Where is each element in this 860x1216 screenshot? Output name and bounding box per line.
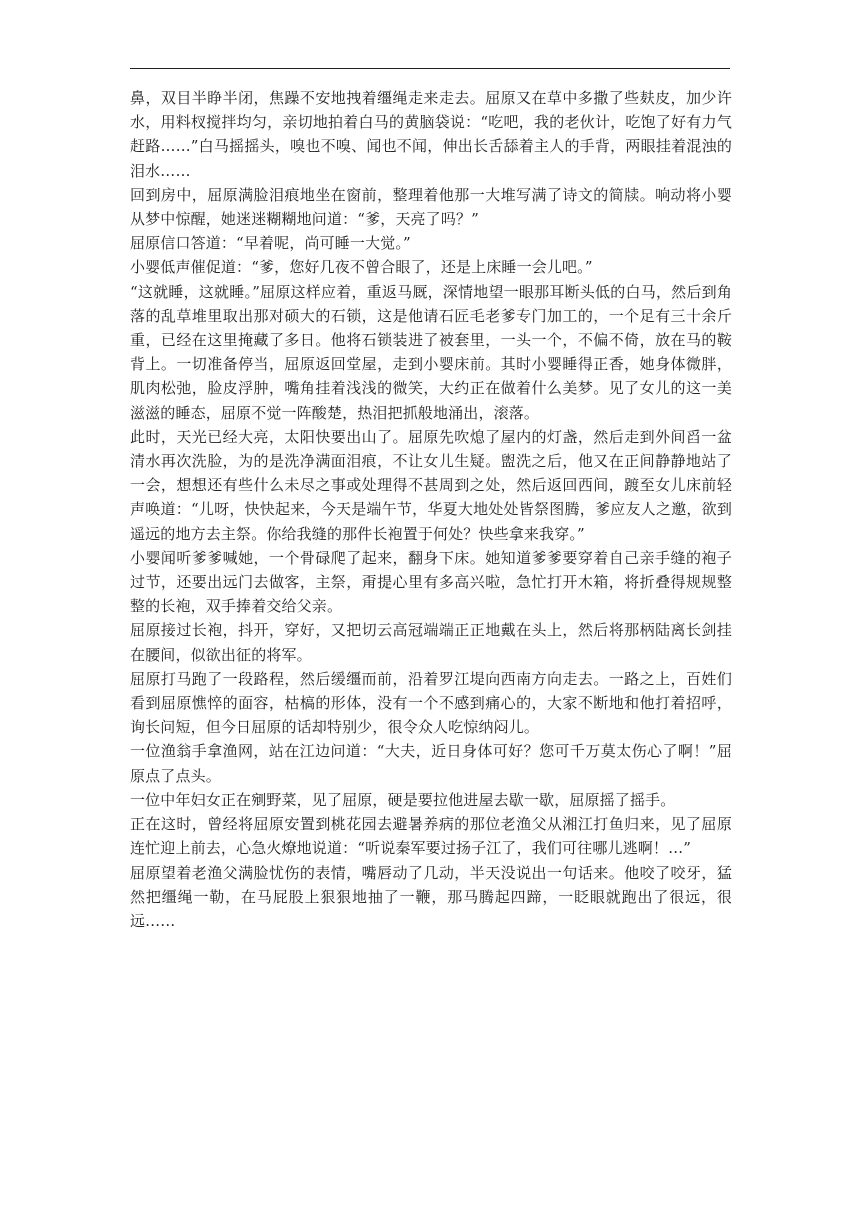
paragraph: “这就睡，这就睡。”屈原这样应着，重返马厩，深情地望一眼那耳断头低的白马，然后到角落的乱草堆里取出那对硕大的石锁，这是他请石匠毛老爹专门加工的，一个足有三十余斤重，已经在这里掩藏了多日。他将石锁装进了被套里，一头一个，不偏不倚，放在马的鞍背上。一切准备停当，屈原返回堂屋，走到小婴床前。其时小婴睡得正香，她身体微胖，肌肉松弛，脸皮浮肿，嘴角挂着浅浅的微笑，大约正在做着什么美梦。见了女儿的这一美滋滋的睡态，屈原不觉一阵酸楚，热泪把抓般地涌出，滚落。 xyxy=(130,282,732,422)
paragraph: 小婴低声催促道：“爹，您好几夜不曾合眼了，还是上床睡一会儿吧。” xyxy=(130,258,593,277)
paragraph: 一位中年妇女正在剜野菜，见了屈原，硬是要拉他进屋去歇一歇，屈原摇了摇手。 xyxy=(130,790,676,809)
paragraph: 屈原打马跑了一段路程，然后缓缰而前，沿着罗江堤向西南方向走去。一路之上，百姓们看到屈原憔悴的面容，枯槁的形体，没有一个不感到痛心的，大家不断地和他打着招呼，询长问短，但今日屈原的话却特别少，很令众人吃惊纳闷儿。 xyxy=(130,669,732,737)
paragraph: 一位渔翁手拿渔网，站在江边问道：“大夫，近日身体可好？您可千万莫太伤心了啊！”屈原点了点头。 xyxy=(130,742,732,785)
header-rule xyxy=(130,68,730,69)
paragraph: 屈原信口答道：“早着呢，尚可睡一大觉。” xyxy=(130,234,411,253)
paragraph: 鼻，双目半睁半闭，焦躁不安地拽着缰绳走来走去。屈原又在草中多撒了些麸皮，加少许水，用料杈搅拌均匀，亲切地拍着白马的黄脑袋说：“吃吧，我的老伙计，吃饱了好有力气赶路……”白马摇摇头，嗅也不嗅、闻也不闻，伸出长舌舔着主人的手背，两眼挂着混浊的泪水…… xyxy=(130,89,732,180)
paragraph: 此时，天光已经大亮，太阳快要出山了。屈原先吹熄了屋内的灯盏，然后走到外间舀一盆清水再次洗脸，为的是洗净满面泪痕，不让女儿生疑。盥洗之后，他又在正间静静地站了一会，想想还有些什么未尽之事或处理得不甚周到之处，然后返回西间，踱至女儿床前轻声唤道：“儿呀，快快起来，今天是端午节，华夏大地处处皆祭图腾，爹应友人之邀，欲到遥远的地方去主祭。你给我缝的那件长袍置于何处？快些拿来我穿。” xyxy=(130,427,732,543)
paragraph: 正在这时，曾经将屈原安置到桃花园去避暑养病的那位老渔父从湘江打鱼归来，见了屈原连忙迎上前去，心急火燎地说道：“听说秦军要过扬子江了，我们可往哪儿逃啊！…” xyxy=(130,815,732,858)
document-body xyxy=(130,86,732,933)
paragraph: 小婴闻听爹爹喊她，一个骨碌爬了起来，翻身下床。她知道爹爹要穿着自己亲手缝的袍子过节，还要出远门去做客，主祭，甭提心里有多高兴啦，急忙打开木箱，将折叠得规规整整的长袍，双手捧着交给父亲。 xyxy=(130,548,732,616)
paragraph: 屈原望着老渔父满脸忧伤的表情，嘴唇动了几动，半天没说出一句话来。他咬了咬牙，猛然把缰绳一勒，在马屁股上狠狠地抽了一鞭，那马腾起四蹄，一眨眼就跑出了很远，很远…… xyxy=(130,863,732,930)
paragraph: 屈原接过长袍，抖开，穿好，又把切云高冠端端正正地戴在头上，然后将那柄陆离长剑挂在腰间，似欲出征的将军。 xyxy=(130,621,732,664)
paragraph: 回到房中，屈原满脸泪痕地坐在窗前，整理着他那一大堆写满了诗文的简牍。响动将小婴从梦中惊醒，她迷迷糊糊地问道：“爹，天亮了吗？” xyxy=(130,185,732,229)
